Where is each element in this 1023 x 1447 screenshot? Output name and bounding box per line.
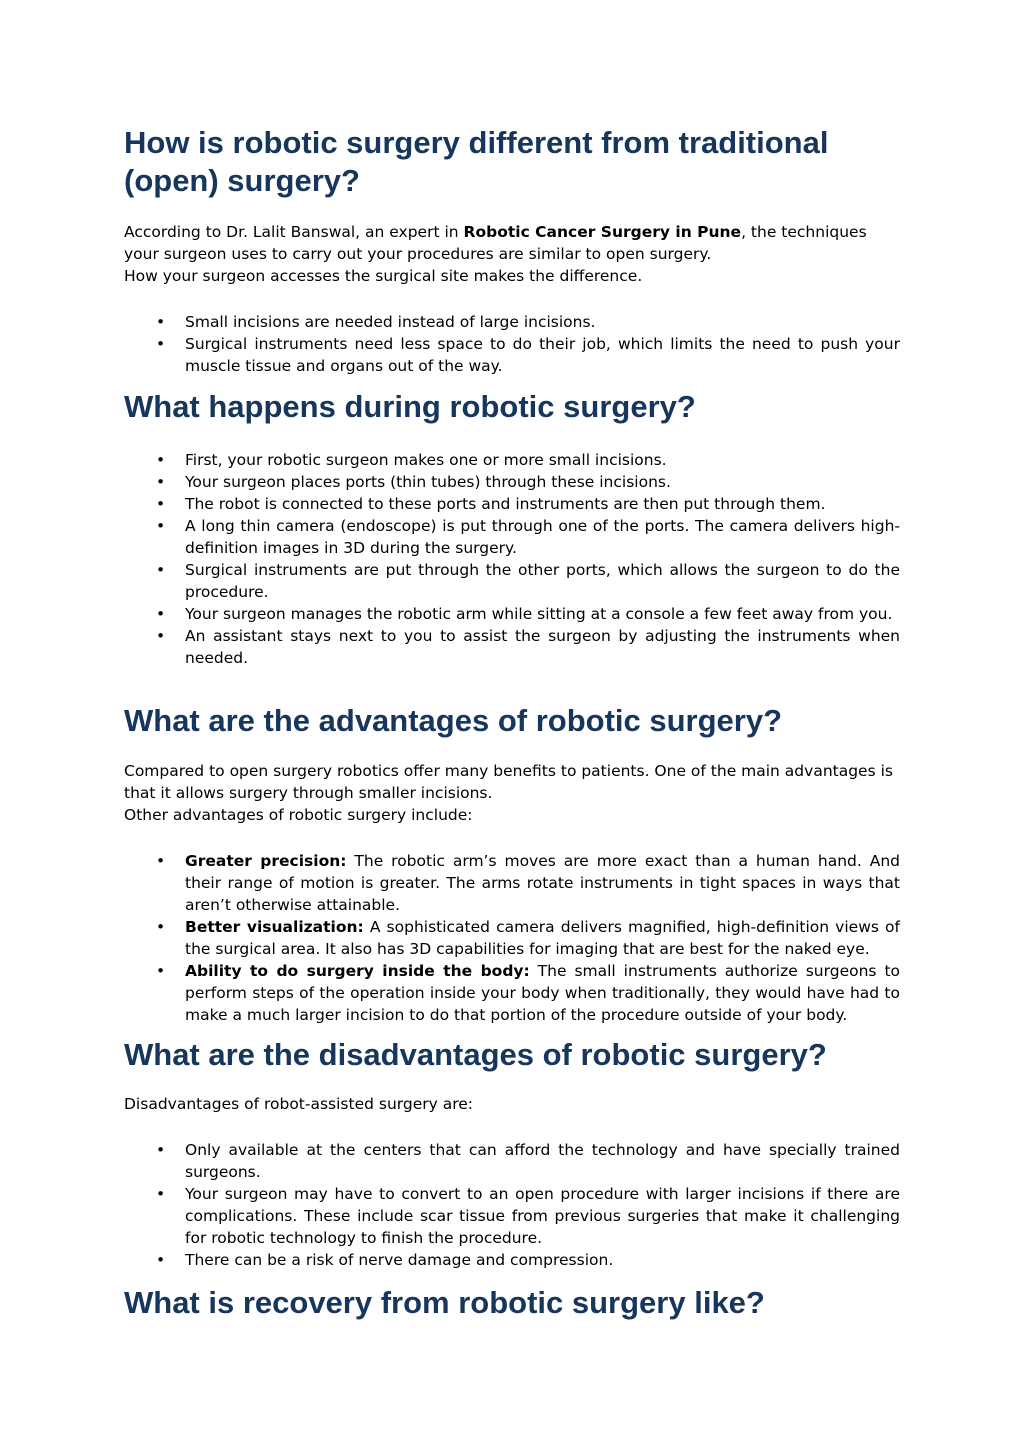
list-disadvantages — [124, 1139, 900, 1271]
list-item: • Only available at the centers that can afford the technology and have specially trained surgeons. — [124, 1139, 900, 1183]
list-item-bold: Better visualization: — [185, 918, 364, 936]
heading-disadvantages: What are the disadvantages of robotic surgery? — [124, 1037, 827, 1072]
list-item: • Small incisions are needed instead of large incisions. — [124, 311, 900, 333]
intro-disadvantages: Disadvantages of robot-assisted surgery are: — [124, 1095, 474, 1113]
list-item: • Your surgeon may have to convert to an open procedure with larger incisions if there are complications. These include scar tissue from previous surgeries that make it challenging for robotic technology to finish the procedure. — [124, 1183, 900, 1249]
list-item: • An assistant stays next to you to assist the surgeon by adjusting the instruments when needed. — [124, 625, 900, 669]
heading-during: What happens during robotic surgery? — [124, 389, 696, 424]
list-item: • The robot is connected to these ports and instruments are then put through them. — [124, 493, 900, 515]
intro-text: According to Dr. Lalit Banswal, an expert in — [124, 223, 464, 241]
list-item: • Your surgeon manages the robotic arm while sitting at a console a few feet away from you. — [124, 603, 900, 625]
list-during — [124, 449, 900, 669]
list-item-text: A sophisticated camera delivers magnified, high-definition views of the surgical area. It also has 3D capabilities for imaging that are best for the naked eye. — [185, 918, 900, 958]
intro-difference-line2: How your surgeon accesses the surgical site makes the difference. — [124, 267, 643, 285]
list-item-bold: Ability to do surgery inside the body: — [185, 962, 530, 980]
list-item-text: The robotic arm’s moves are more exact than a human hand. And their range of motion is greater. The arms rotate instruments in tight spaces in ways that aren’t otherwise attainable. — [185, 852, 900, 914]
list-item — [124, 960, 900, 1026]
list-item: • Surgical instruments need less space to do their job, which limits the need to push your muscle tissue and organs out of the way. — [124, 333, 900, 377]
section-disadvantages — [124, 1036, 900, 1271]
list-advantages — [124, 850, 900, 1026]
list-difference — [124, 311, 900, 377]
section-recovery — [124, 1284, 900, 1322]
intro-bold-link-text: Robotic Cancer Surgery in Pune — [463, 223, 742, 241]
list-item: • Your surgeon places ports (thin tubes) through these incisions. — [124, 471, 900, 493]
intro-advantages-line2: Other advantages of robotic surgery include: — [124, 806, 473, 824]
list-item-text: The small instruments authorize surgeons to perform steps of the operation inside your body when traditionally, they would have had to make a much larger incision to do that portion of the procedure outside of your body. — [185, 962, 900, 1024]
intro-text-tail: , the techniques your surgeon uses to carry out your procedures are similar to open surgery. — [124, 223, 867, 263]
list-item: • There can be a risk of nerve damage and compression. — [124, 1249, 900, 1271]
list-item — [124, 850, 900, 916]
intro-advantages: Compared to open surgery robotics offer many benefits to patients. One of the main advantages is that it allows surgery through smaller incisions. — [124, 762, 893, 802]
list-item: • First, your robotic surgeon makes one or more small incisions. — [124, 449, 900, 471]
list-item: • A long thin camera (endoscope) is put through one of the ports. The camera delivers high-definition images in 3D during the surgery. — [124, 515, 900, 559]
section-during — [124, 388, 900, 669]
section-advantages — [124, 702, 900, 1026]
intro-difference — [124, 221, 900, 265]
list-item-bold: Greater precision: — [185, 852, 347, 870]
heading-difference: How is robotic surgery different from traditional (open) surgery? — [124, 125, 829, 198]
section-difference — [124, 124, 900, 377]
list-item: • Surgical instruments are put through the other ports, which allows the surgeon to do the procedure. — [124, 559, 900, 603]
heading-recovery: What is recovery from robotic surgery like? — [124, 1285, 765, 1320]
heading-advantages: What are the advantages of robotic surgery? — [124, 703, 783, 738]
list-item — [124, 916, 900, 960]
